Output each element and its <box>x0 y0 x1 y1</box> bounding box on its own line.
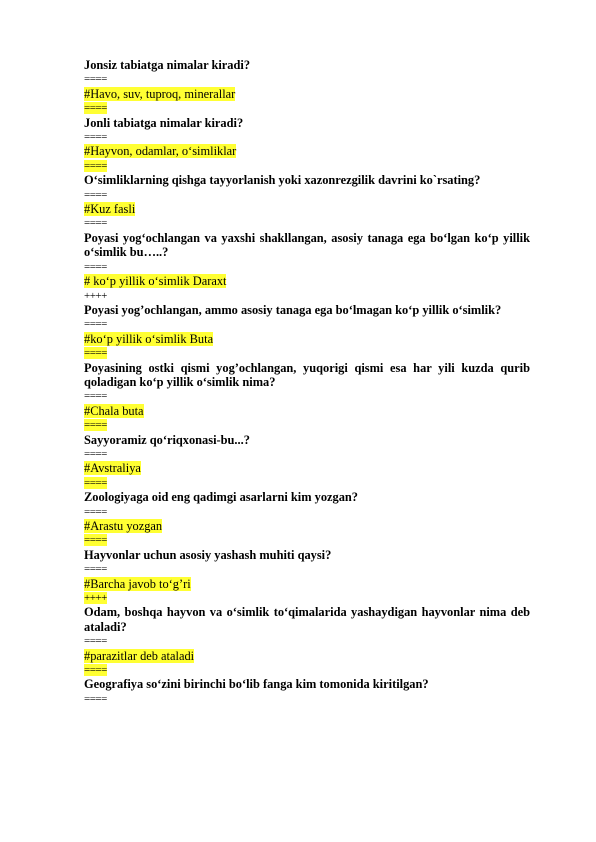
separator-marks: ==== <box>84 505 107 518</box>
separator-marks: ==== <box>84 188 107 201</box>
separator-marks: ==== <box>84 318 107 331</box>
separator-marks: ==== <box>84 159 107 172</box>
answer-text <box>84 274 530 288</box>
separator <box>84 634 530 648</box>
question-text <box>84 231 530 260</box>
answer-label: #Arastu yozgan <box>84 519 163 533</box>
separator <box>84 72 530 86</box>
separator <box>84 663 530 677</box>
question-text <box>84 173 530 187</box>
question-text <box>84 58 530 72</box>
question-label: Hayvonlar uchun asosiy yashash muhiti qaysi? <box>84 547 332 562</box>
separator-marks: ==== <box>84 73 107 86</box>
separator <box>84 692 530 706</box>
separator-marks: ==== <box>84 102 107 115</box>
separator <box>84 346 530 360</box>
separator-marks: ==== <box>84 131 107 144</box>
question-label: O‘simliklarning qishga tayyorlanish yoki xazonrezgilik davrini ko`rsating? <box>84 173 481 188</box>
question-label: Jonli tabiatga nimalar kiradi? <box>84 115 244 130</box>
separator <box>84 418 530 432</box>
separator <box>84 476 530 490</box>
separator <box>84 188 530 202</box>
question-label: Odam, boshqa hayvon va o‘simlik to‘qimalarida yashaydigan hayvonlar nima deb ataladi? <box>84 605 530 634</box>
separator-marks: ==== <box>84 534 107 547</box>
answer-label: #parazitlar deb ataladi <box>84 648 195 663</box>
separator-marks: ==== <box>84 390 107 403</box>
separator <box>84 591 530 605</box>
question-text <box>84 548 530 562</box>
answer-text <box>84 649 530 663</box>
question-label: Zoologiyaga oid eng qadimgi asarlarni kim yozgan? <box>84 490 358 505</box>
separator <box>84 533 530 547</box>
separator <box>84 260 530 274</box>
question-text <box>84 303 530 317</box>
separator-marks: ++++ <box>84 289 107 302</box>
answer-label: #ko‘p yillik o‘simlik Buta <box>84 331 214 346</box>
separator <box>84 562 530 576</box>
answer-text <box>84 202 530 216</box>
question-text <box>84 605 530 634</box>
separator <box>84 289 530 303</box>
question-text <box>84 490 530 504</box>
question-label: Poyasi yog’ochlangan, ammo asosiy tanaga ega bo‘lmagan ko‘p yillik o‘simlik? <box>84 302 502 317</box>
separator-marks: ==== <box>84 476 107 489</box>
separator-marks: ==== <box>84 447 107 460</box>
separator-marks: ++++ <box>84 592 107 605</box>
question-label: Jonsiz tabiatga nimalar kiradi? <box>84 58 251 72</box>
answer-label: #Avstraliya <box>84 461 141 476</box>
question-text <box>84 361 530 390</box>
answer-text <box>84 519 530 533</box>
question-text <box>84 116 530 130</box>
separator <box>84 389 530 403</box>
question-label: Poyasining ostki qismi yog’ochlangan, yuqorigi qismi esa har yili kuzda qurib qoladigan ko‘p yillik o‘simlik nima? <box>84 360 530 389</box>
separator-marks: ==== <box>84 664 107 677</box>
answer-label: # ko‘p yillik o‘simlik Daraxt <box>84 274 227 289</box>
question-text <box>84 677 530 691</box>
answer-text <box>84 461 530 475</box>
document-page <box>84 58 530 706</box>
separator-marks: ==== <box>84 692 107 705</box>
question-label: Geografiya so‘zini birinchi bo‘lib fanga kim tomonida kiritilgan? <box>84 677 429 692</box>
separator-marks: ==== <box>84 260 107 273</box>
answer-text <box>84 577 530 591</box>
answer-text <box>84 404 530 418</box>
question-text <box>84 433 530 447</box>
separator <box>84 505 530 519</box>
separator-marks: ==== <box>84 563 107 576</box>
answer-label: #Barcha javob to‘g’ri <box>84 576 191 591</box>
answer-label: #Kuz fasli <box>84 202 136 217</box>
separator <box>84 216 530 230</box>
question-label: Poyasi yog‘ochlangan va yaxshi shakllangan, asosiy tanaga ega bo‘lgan ko‘p yillik o‘simlik bu…..? <box>84 230 530 260</box>
answer-label: #Hayvon, odamlar, o‘simliklar <box>84 144 237 159</box>
answer-text <box>84 87 530 101</box>
separator <box>84 317 530 331</box>
answer-text <box>84 332 530 346</box>
separator-marks: ==== <box>84 347 107 360</box>
separator <box>84 101 530 115</box>
separator <box>84 130 530 144</box>
separator-marks: ==== <box>84 217 107 230</box>
answer-label: #Chala buta <box>84 403 144 418</box>
answer-text <box>84 144 530 158</box>
separator <box>84 159 530 173</box>
separator-marks: ==== <box>84 419 107 432</box>
separator-marks: ==== <box>84 635 107 648</box>
question-label: Sayyoramiz qo‘riqxonasi-bu...? <box>84 432 250 447</box>
answer-label: #Havo, suv, tuproq, minerallar <box>84 86 236 101</box>
separator <box>84 447 530 461</box>
